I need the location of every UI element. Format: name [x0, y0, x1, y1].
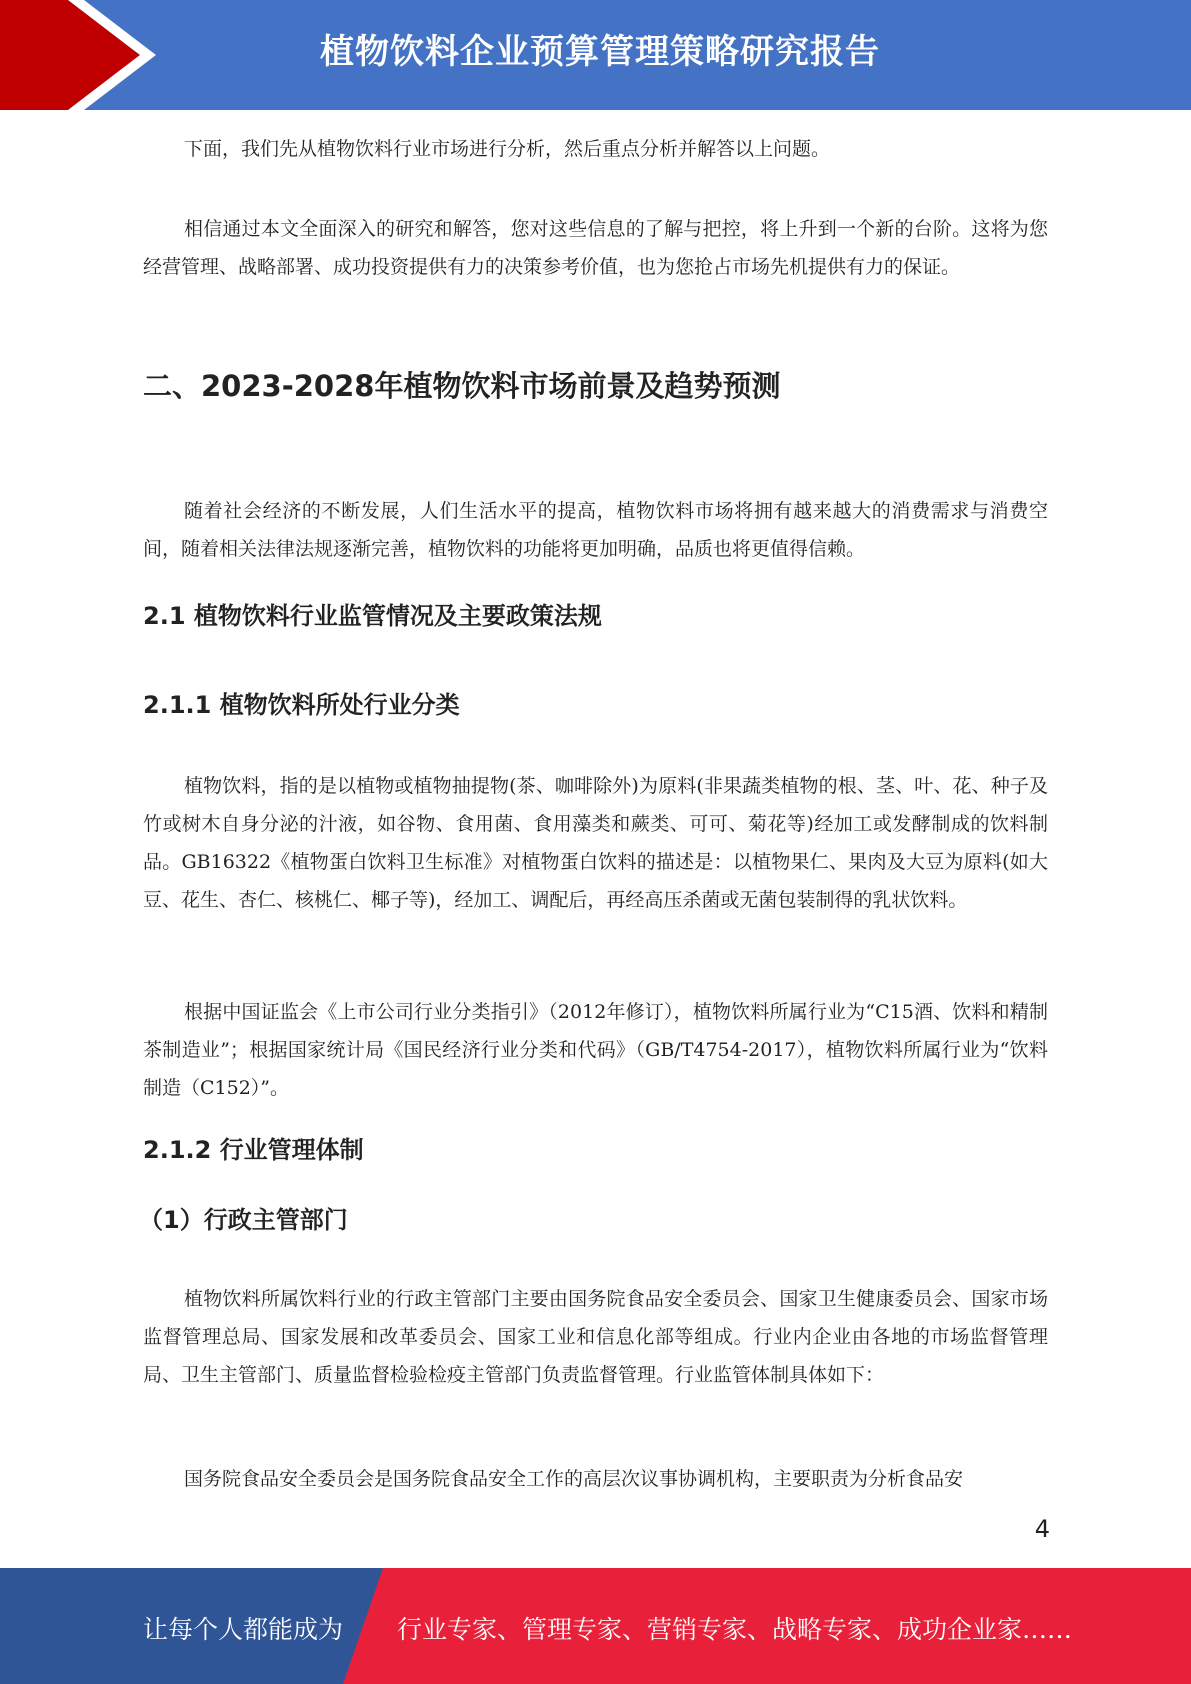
paragraph-food-safety-committee: 国务院食品安全委员会是国务院食品安全工作的高层次议事协调机构，主要职责为分析食品安	[184, 1468, 964, 1490]
heading-2-1: 2.1 植物饮料行业监管情况及主要政策法规	[143, 602, 602, 630]
paragraph-regulators: 植物饮料所属饮料行业的行政主管部门主要由国务院食品安全委员会、国家卫生健康委员会、国家市场监督管理总局、国家发展和改革委员会、国家工业和信息化部等组成。行业内企业由各地的市场监督管理局、卫生主管部门、质量监督检验检疫主管部门负责监督管理。行业监管体制具体如下：	[143, 1288, 1048, 1386]
heading-2-1-1: 2.1.1 植物饮料所处行业分类	[143, 691, 460, 719]
paragraph-value: 相信通过本文全面深入的研究和解答，您对这些信息的了解与把控，将上升到一个新的台阶。这将为您经营管理、战略部署、成功投资提供有力的决策参考价值，也为您抢占市场先机提供有力的保证。	[143, 218, 1048, 278]
footer-slogan-left: 让每个人都能成为	[143, 1615, 344, 1644]
page-number: 4	[1034, 1515, 1050, 1543]
section-heading-2: 二、2023-2028年植物饮料市场前景及趋势预测	[143, 369, 781, 403]
report-title: 植物饮料企业预算管理策略研究报告	[320, 32, 880, 72]
footer-slogan-right: 行业专家、管理专家、营销专家、战略专家、成功企业家……	[397, 1615, 1073, 1644]
paragraph-market-outlook: 随着社会经济的不断发展，人们生活水平的提高，植物饮料市场将拥有越来越大的消费需求与消费空间，随着相关法律法规逐渐完善，植物饮料的功能将更加明确，品质也将更值得信赖。	[143, 500, 1048, 560]
paragraph-intro: 下面，我们先从植物饮料行业市场进行分析，然后重点分析并解答以上问题。	[184, 138, 831, 160]
header-red-arrow-decoration	[0, 0, 160, 110]
paragraph-classification: 根据中国证监会《上市公司行业分类指引》（2012年修订），植物饮料所属行业为“C15酒、饮料和精制茶制造业”；根据国家统计局《国民经济行业分类和代码》（GB/T4754-2017），植物饮料所属行业为“饮料制造（C152）”。	[143, 1001, 1048, 1099]
paragraph-definition: 植物饮料，指的是以植物或植物抽提物(茶、咖啡除外)为原料(非果蔬类植物的根、茎、叶、花、种子及竹或树木自身分泌的汁液，如谷物、食用菌、食用藻类和蕨类、可可、菊花等)经加工或发酵制成的饮料制品。GB16322《植物蛋白饮料卫生标准》对植物蛋白饮料的描述是：以植物果仁、果肉及大豆为原料(如大豆、花生、杏仁、核桃仁、椰子等)，经加工、调配后，再经高压杀菌或无菌包装制得的乳状饮料。	[143, 775, 1048, 911]
heading-admin-departments: （1）行政主管部门	[139, 1206, 348, 1234]
heading-2-1-2: 2.1.2 行业管理体制	[143, 1136, 364, 1164]
